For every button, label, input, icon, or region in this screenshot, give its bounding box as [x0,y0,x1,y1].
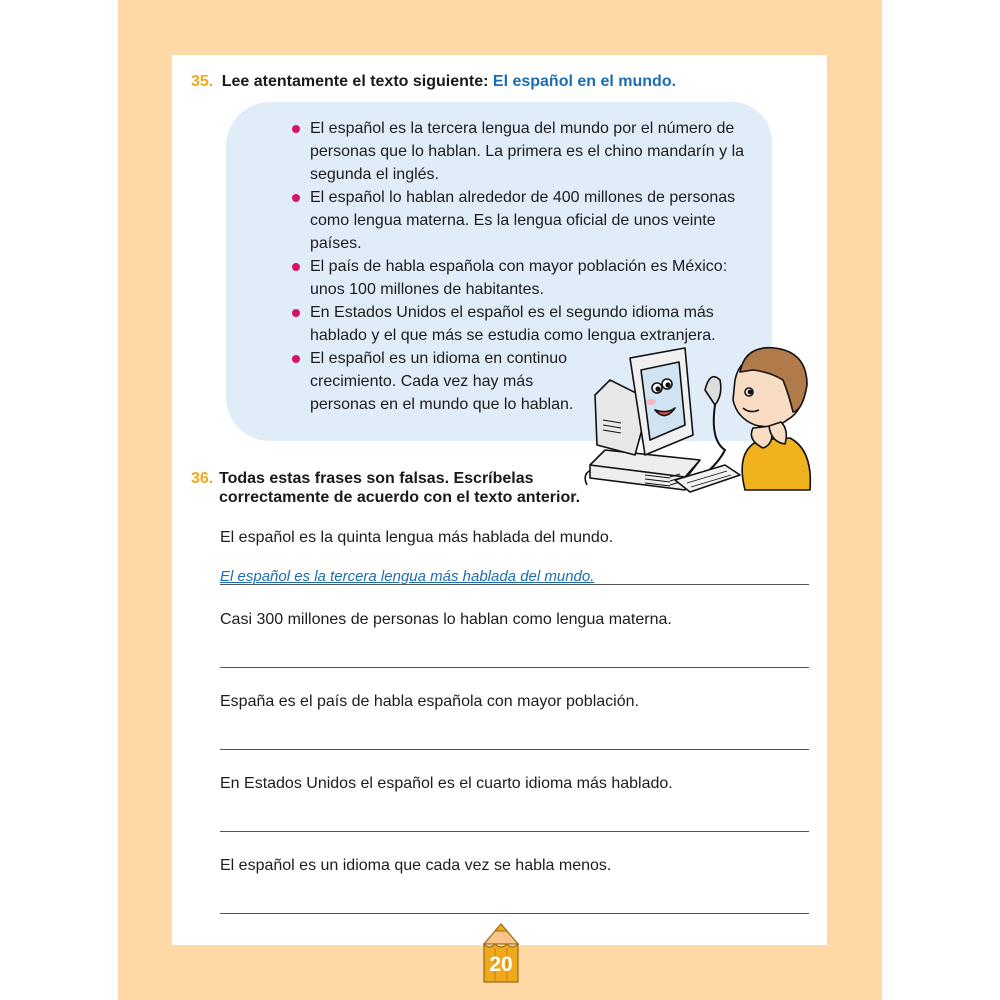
bullet-icon [292,263,300,271]
bullet-icon [292,309,300,317]
boy-computer-illustration [575,340,815,500]
exercise-36-heading [191,469,611,507]
info-item [290,347,600,416]
false-statement: España es el país de habla española con mayor población. [220,693,639,710]
text-title: El español en el mundo. [492,73,677,90]
exercise-number: 36. [191,470,214,487]
info-item [290,186,760,255]
false-statement: El español es un idioma que cada vez se habla menos. [220,857,612,874]
info-item-text: El país de habla española con mayor población es México: unos 100 millones de habitantes. [310,258,728,298]
exercise-35-heading [191,72,676,91]
answer-text[interactable]: El español es la tercera lengua más hablada del mundo. [220,568,595,585]
info-item-text: El español es la tercera lengua del mundo por el número de personas que lo hablan. La primera es el chino mandarín y la segunda el inglés. [310,120,745,183]
answer-line[interactable] [220,584,809,585]
answer-line[interactable] [220,831,809,832]
bullet-icon [292,355,300,363]
false-statement: En Estados Unidos el español es el cuarto idioma más hablado. [220,775,673,792]
answer-line[interactable] [220,667,809,668]
exercise-instruction: Todas estas frases son falsas. Escríbelas correctamente de acuerdo con el texto anterior. [219,470,581,506]
info-item-text: El español lo hablan alrededor de 400 millones de personas como lengua materna. Es la lengua oficial de unos veinte países. [310,189,736,252]
false-statement: Casi 300 millones de personas lo hablan como lengua materna. [220,611,672,628]
bullet-icon [292,125,300,133]
exercise-number: 35. [191,73,214,90]
answer-line[interactable] [220,749,809,750]
page-number: 20 [489,953,513,976]
info-item [290,117,760,186]
info-item [290,255,760,301]
bullet-icon [292,194,300,202]
boy-icon [733,348,810,490]
info-item-text: En Estados Unidos el español es el segundo idioma más hablado y el que más se estudia como lengua extranjera. [310,304,716,344]
exercise-instruction: Lee atentamente el texto siguiente: [221,73,489,90]
false-statement: El español es la quinta lengua más hablada del mundo. [220,529,614,546]
info-item-text: El español es un idioma en continuo crecimiento. Cada vez hay más personas en el mundo que lo hablan. [310,350,574,413]
answer-line[interactable] [220,913,809,914]
